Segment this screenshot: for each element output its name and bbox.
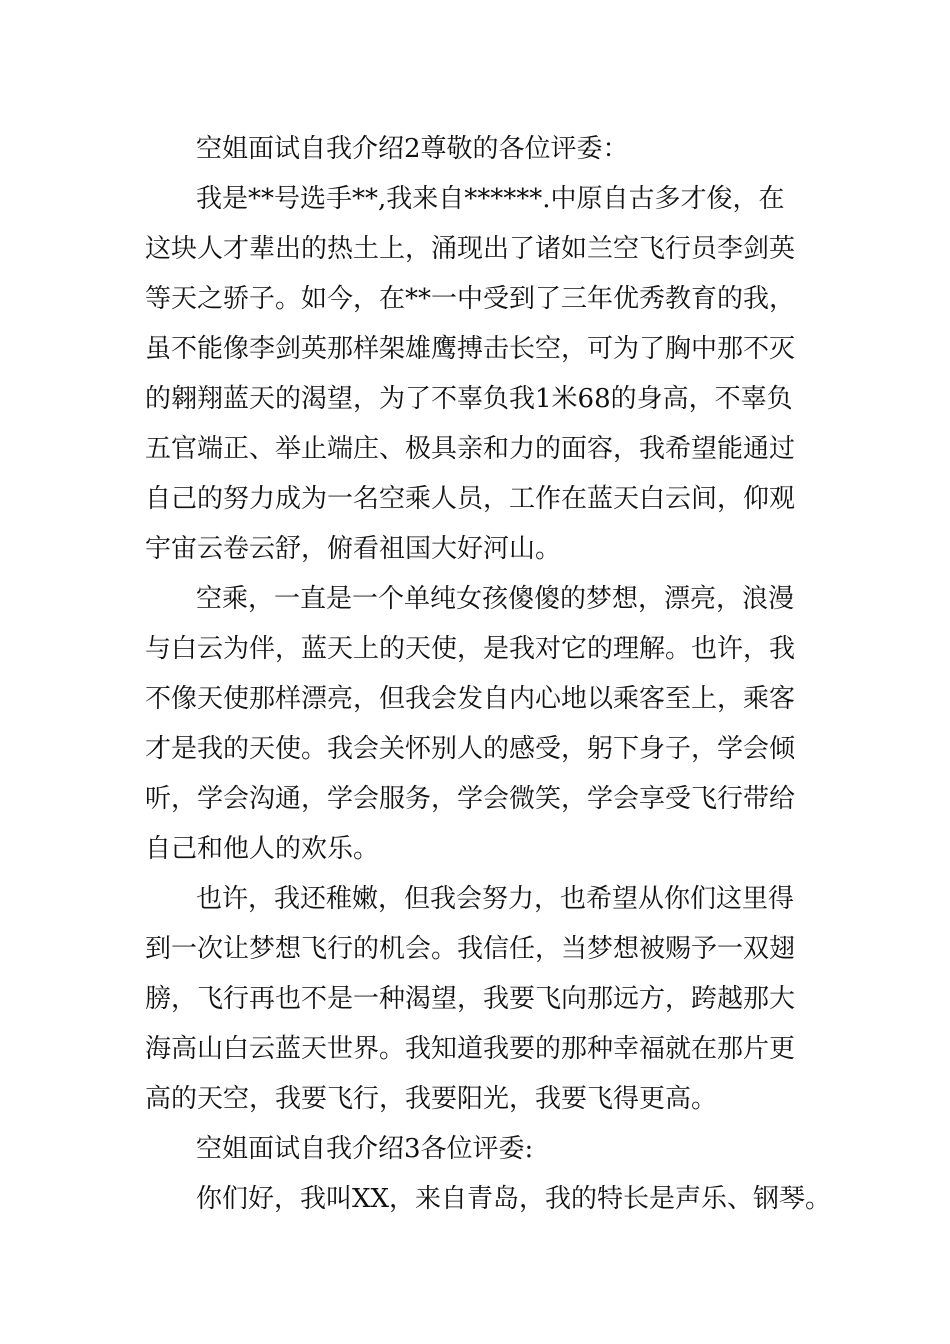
text-line-22: 你们好，我叫XX，来自青岛，我的特长是声乐、钢琴。 [196,1184,832,1214]
text-line-14: 听，学会沟通，学会服务，学会微笑，学会享受飞行带给 [145,784,796,814]
text-line-7: 五官端正、举止端庄、极具亲和力的面容，我希望能通过 [145,434,796,464]
text-line-19: 海高山白云蓝天世界。我知道我要的那种幸福就在那片更 [145,1034,796,1064]
text-line-2: 我是**号选手**,我来自******.中原自古多才俊，在 [196,184,785,214]
text-line-5: 虽不能像李剑英那样架雄鹰搏击长空，可为了胸中那不灭 [145,334,796,364]
text-line-3: 这块人才辈出的热土上，涌现出了诸如兰空飞行员李剑英 [145,234,796,264]
text-line-13: 才是我的天使。我会关怀别人的感受，躬下身子，学会倾 [145,734,796,764]
text-line-20: 高的天空，我要飞行，我要阳光，我要飞得更高。 [145,1084,718,1114]
text-line-1: 空姐面试自我介绍2尊敬的各位评委： [196,134,629,164]
text-line-17: 到一次让梦想飞行的机会。我信任，当梦想被赐予一双翅 [145,934,796,964]
text-line-8: 自己的努力成为一名空乘人员，工作在蓝天白云间，仰观 [145,484,796,514]
text-line-15: 自己和他人的欢乐。 [145,834,380,864]
text-line-6: 的翱翔蓝天的渴望，为了不辜负我1米68的身高，不辜负 [145,384,793,414]
text-line-12: 不像天使那样漂亮，但我会发自内心地以乘客至上，乘客 [145,684,796,714]
text-line-4: 等天之骄子。如今，在**一中受到了三年优秀教育的我， [145,284,796,314]
text-line-18: 膀，飞行再也不是一种渴望，我要飞向那远方，跨越那大 [145,984,796,1014]
text-line-21: 空姐面试自我介绍3各位评委: [196,1134,534,1164]
text-line-10: 空乘，一直是一个单纯女孩傻傻的梦想，漂亮，浪漫 [196,584,795,614]
text-line-16: 也许，我还稚嫩，但我会努力，也希望从你们这里得 [196,884,795,914]
text-line-9: 宇宙云卷云舒，俯看祖国大好河山。 [145,534,562,564]
text-line-11: 与白云为伴，蓝天上的天使，是我对它的理解。也许，我 [145,634,796,664]
